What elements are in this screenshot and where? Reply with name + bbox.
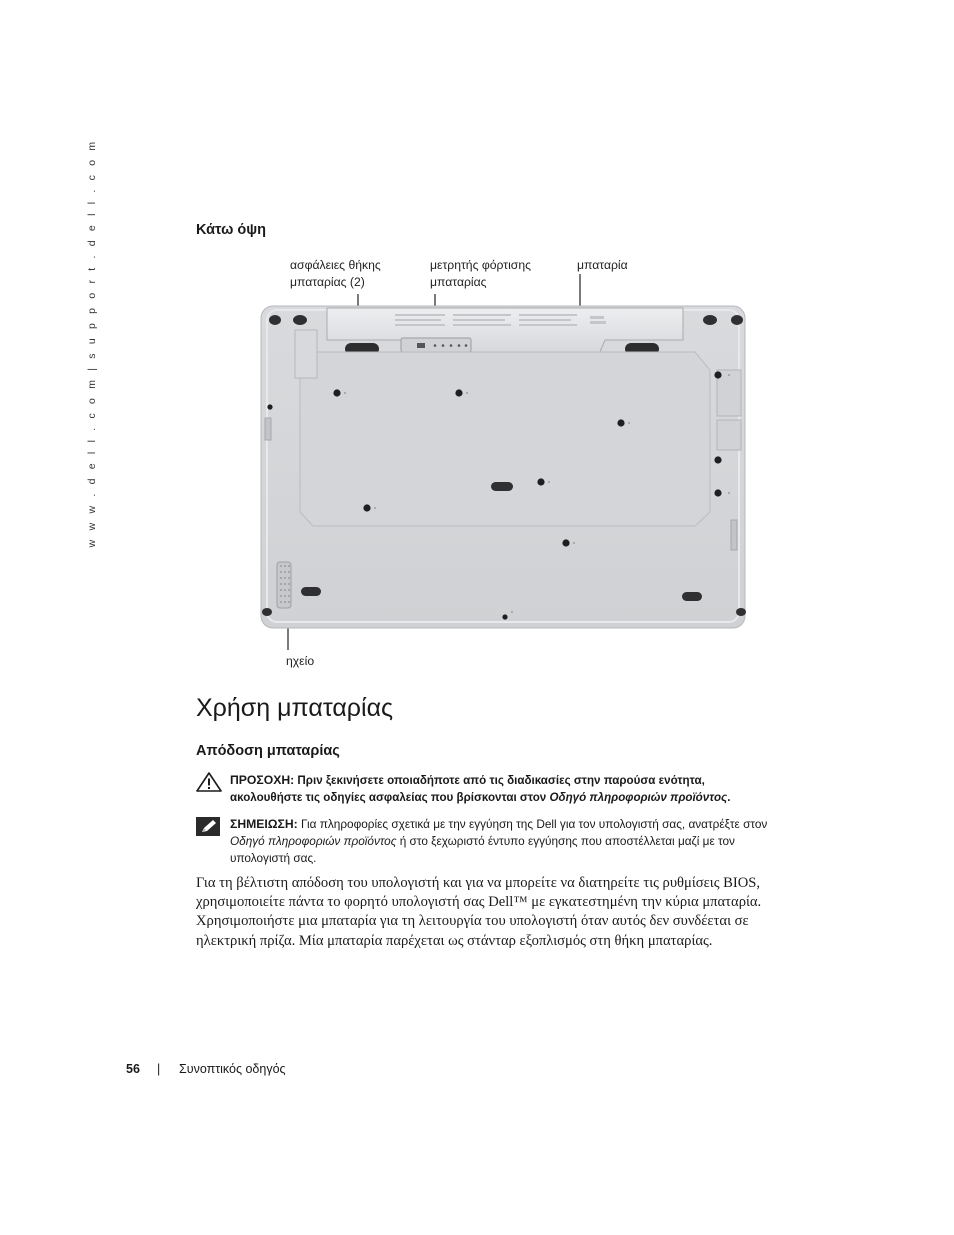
caution-icon [196, 772, 222, 792]
note-pencil-icon [196, 817, 220, 837]
note-label: ΣΗΜΕΙΩΣΗ: [230, 817, 298, 831]
section-subtitle: Απόδοση μπαταρίας [196, 743, 340, 759]
bottom-view-title: Κάτω όψη [196, 222, 267, 238]
footer-title: Συνοπτικός οδηγός [179, 1062, 286, 1076]
callout-charge-gauge: μετρητής φόρτισης μπαταρίας [430, 258, 531, 289]
footer-separator: | [157, 1062, 161, 1076]
caution-reference: Οδηγό πληροφοριών προϊόντος [549, 791, 728, 804]
note-reference: Οδηγό πληροφοριών προϊόντος [230, 834, 397, 848]
sidebar-url-text: w w w . d e l l . c o m | s u p p o r t . d e l l . c o m [86, 138, 98, 548]
section-title: Χρήση μπαταρίας [196, 694, 394, 722]
speaker-grille [277, 562, 291, 608]
body-paragraph: Για τη βέλτιστη απόδοση του υπολογιστή και για να μπορείτε να διατηρείτε τις ρυθμίσεις BIOS, χρησιμοποιείτε πάντα το φορητό υπολογιστή σας Dell™ με εγκατεστημένη την κύρια μπαταρία. Χρησιμοποιήστε μια μπαταρία για τη λειτουργία του υπολογιστή όταν αυτός δεν συνδέεται σε ηλεκτρική πρίζα. Μία μπαταρία παρέχεται ως στάνταρ εξοπλισμός στη θήκη μπαταρίας. [196, 875, 762, 949]
bottom-panel [300, 352, 710, 526]
note-text-2: ή στο ξεχωριστό έντυπο εγγύησης που αποστέλλεται μαζί με τον [396, 834, 735, 848]
callout-speaker: ηχείο [286, 654, 315, 668]
page-number: 56 [126, 1062, 140, 1076]
callout-battery-latches: ασφάλειες θήκης μπαταρίας (2) [290, 258, 381, 289]
callout-battery: μπαταρία [577, 258, 628, 272]
note-text-3: υπολογιστή σας. [230, 851, 317, 865]
laptop-bottom-illustration [255, 300, 755, 640]
note-text-1: Για πληροφορίες σχετικά με την εγγύηση της Dell για τον υπολογιστή σας, ανατρέξτε στον [297, 817, 768, 831]
caution-notice: ΠΡΟΣΟΧΗ: Πριν ξεκινήσετε οποιαδήποτε από τις διαδικασίες στην παρούσα ενότητα, ακολουθήστε τις οδηγίες ασφαλείας που βρίσκονται στον Οδηγό πληροφοριών προϊόντος. [196, 772, 816, 808]
caution-text-2: ακολουθήστε τις οδηγίες ασφαλείας που βρίσκονται στον [230, 791, 550, 804]
note-notice [196, 816, 816, 870]
caution-label: ΠΡΟΣΟΧΗ: [230, 773, 295, 787]
caution-text-1: Πριν ξεκινήσετε οποιαδήποτε από τις διαδικασίες στην παρούσα ενότητα, [294, 774, 705, 787]
